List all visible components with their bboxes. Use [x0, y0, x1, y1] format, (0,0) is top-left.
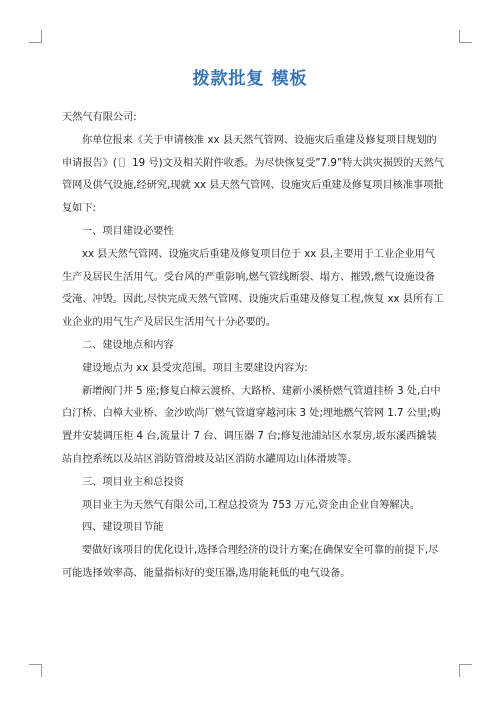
document-body: [62, 107, 444, 586]
intro-paragraph: 你单位报来《关于申请核准 xx 县天然气管网、设施灾后重建及修复项目规划的申请报告》(〔〕19 号)文及相关附件收悉。为尽快恢复受”7.9”特大洪灾损毁的天然气管网及供气设施,经研究,现就 xx 县天然气管网、设施灾后重建及修复项目核准事项批复如下:: [62, 134, 444, 215]
document-title: 拨款批复 模板: [192, 69, 308, 89]
section-paragraph-2b: 新增阀门井 5 座;修复白樟云渡桥、大路桥、建新小溪桥燃气管道挂桥 3 处,白中白汀桥、白樟大业桥、金沙欧尚厂燃气管道穿越河床 3 处;埋地燃气管网 1.7 公里;购置并安装调压柜 4 台,流量计 7 台、调压器 7 台;修复池浦站区水泵房,坂东溪西撬装站自控系统以及站区消防管滑坡及站区消防水罐周边山体滑坡等。: [62, 385, 441, 465]
section-paragraph-2a: 建设地点为 xx 县受灾范围。项目主要建设内容为:: [82, 362, 308, 374]
crop-mark-top-right: [459, 30, 472, 43]
section-heading-1: 一、项目建设必要性: [82, 225, 174, 237]
crop-mark-bottom-left: [29, 664, 42, 677]
crop-mark-bottom-right: [459, 664, 472, 677]
salutation: 天然气有限公司:: [62, 112, 137, 123]
section-heading-2: 二、建设地点和内容: [82, 339, 174, 351]
section-paragraph-4: 要做好该项目的优化设计,选择合理经济的设计方案;在确保安全可靠的前提下,尽可能选择效率高、能量指标好的变压器,选用能耗低的电气设备。: [62, 545, 439, 579]
section-heading-4: 四、建设项目节能: [82, 522, 164, 534]
section-paragraph-3: 项目业主为天然气有限公司,工程总投资为 753 万元,资金由企业自筹解决。: [82, 499, 421, 511]
section-paragraph-1: xx 县天然气管网、设施灾后重建及修复项目位于 xx 县,主要用于工业企业用气生产及居民生活用气。受台风的严重影响,燃气管线断裂、塌方、摧毁,燃气设施设备受淹、冲毁。因此,尽快完成天然气管网、设施灾后重建及修复工程,恢复 xx 县所有工业企业的用气生产及居民生活用气十分必要的。: [62, 248, 444, 329]
section-heading-3: 三、项目业主和总投资: [82, 476, 184, 488]
crop-mark-top-left: [29, 30, 42, 43]
